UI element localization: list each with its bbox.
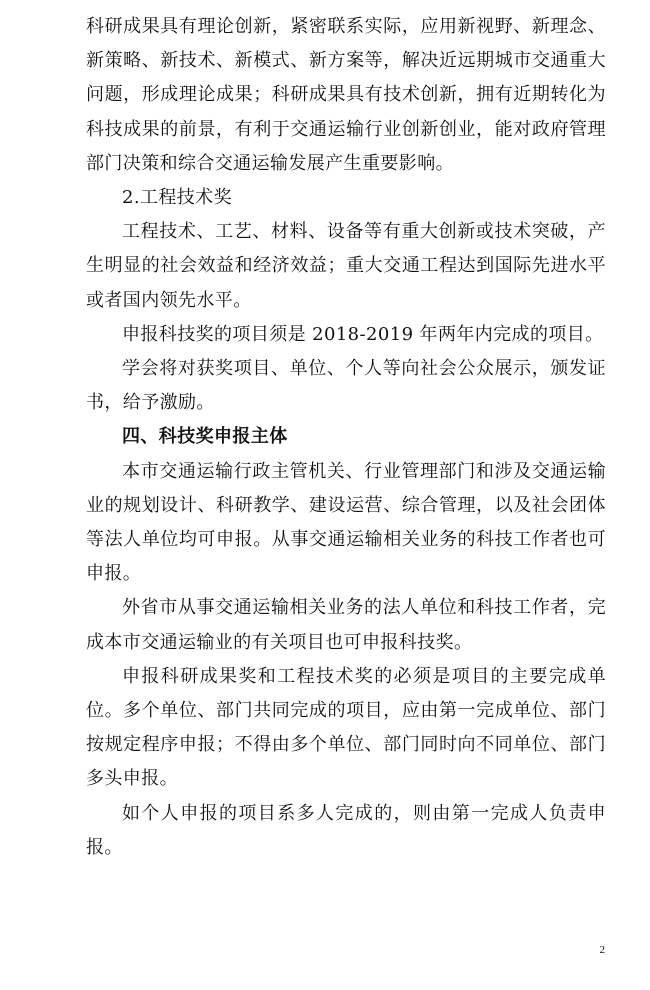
paragraph-main-unit-rule: 申报科研成果奖和工程技术奖的必须是项目的主要完成单位。多个单位、部门共同完成的项目，应由第一完成单位、部门按规定程序申报；不得由多个单位、部门同时向不同单位、部门多头申报。: [86, 665, 606, 790]
paragraph-local-applicants: 本市交通运输行政主管机关、行业管理部门和涉及交通运输业的规划设计、科研教学、建设运营、综合管理，以及社会团体等法人单位均可申报。从事交通运输相关业务的科技工作者也可申报。: [86, 460, 606, 585]
section-heading-applicants: 四、科技奖申报主体: [122, 426, 288, 448]
page-number: 2: [599, 944, 605, 956]
paragraph-external-applicants: 外省市从事交通运输相关业务的法人单位和科技工作者，完成本市交通运输业的有关项目也可申报科技奖。: [86, 597, 606, 653]
paragraph-engineering-criteria: 工程技术、工艺、材料、设备等有重大创新或技术突破，产生明显的社会效益和经济效益；重大交通工程达到国际先进水平或者国内领先水平。: [86, 221, 606, 311]
document-body: [86, 10, 606, 865]
subheading-engineering-award: 2.工程技术奖: [122, 187, 232, 209]
paragraph-project-period: 申报科技奖的项目须是 2018-2019 年两年内完成的项目。: [122, 323, 604, 345]
paragraph-award-display: 学会将对获奖项目、单位、个人等向社会公众展示，颁发证书，给予激励。: [86, 358, 606, 414]
paragraph-individual-rule: 如个人申报的项目系多人完成的，则由第一完成人负责申报。: [86, 802, 606, 858]
paragraph-research-criteria: 科研成果具有理论创新，紧密联系实际，应用新视野、新理念、新策略、新技术、新模式、新方案等，解决近远期城市交通重大问题，形成理论成果；科研成果具有技术创新，拥有近期转化为科技成果的前景，有利于交通运输行业创新创业，能对政府管理部门决策和综合交通运输发展产生重要影响。: [86, 16, 606, 174]
